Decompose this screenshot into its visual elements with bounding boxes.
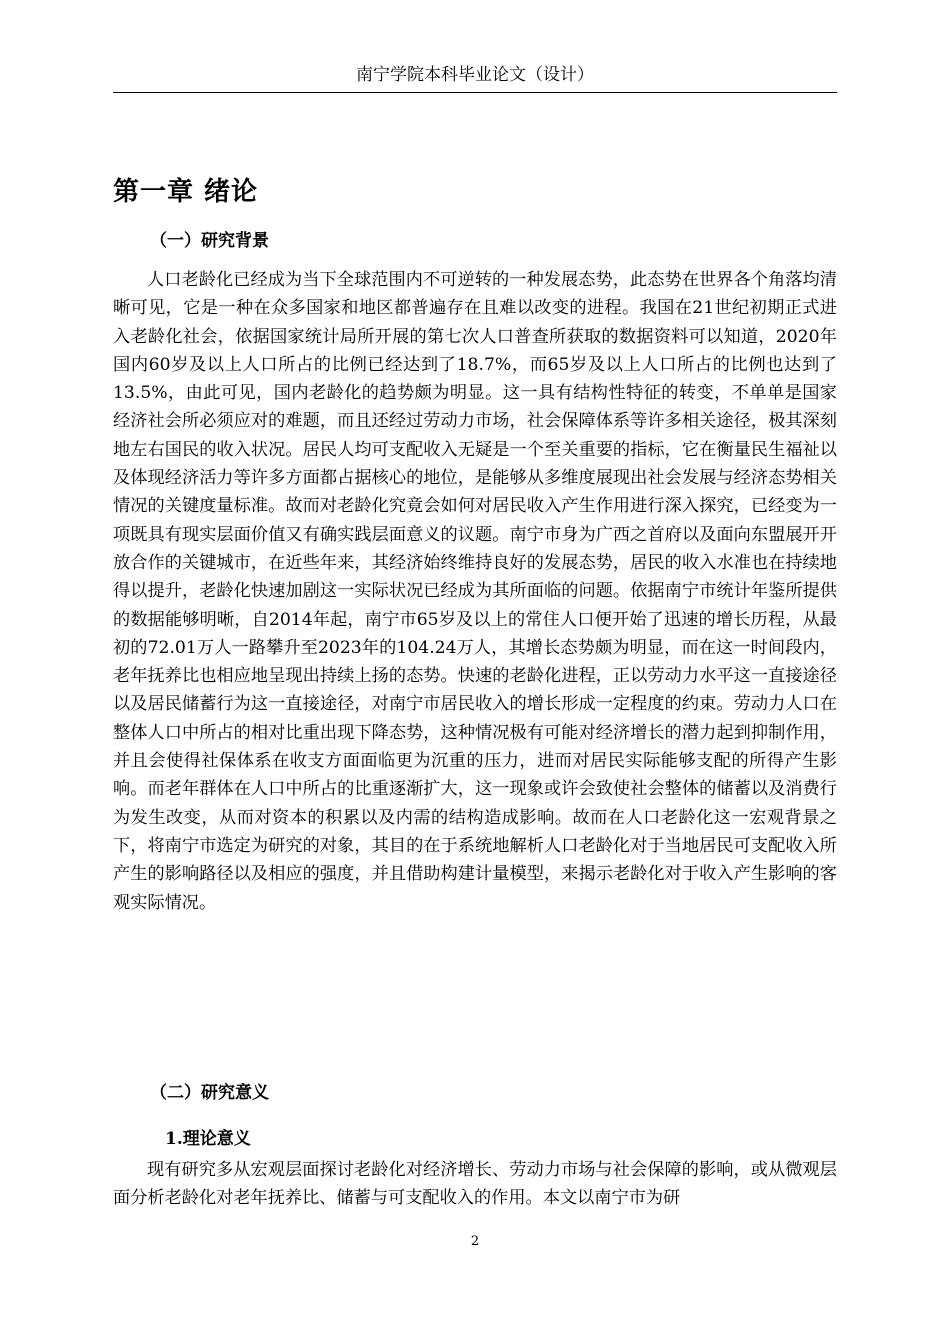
header-divider (113, 92, 837, 93)
page-header: 南宁学院本科毕业论文（设计） (356, 65, 594, 85)
chapter-title: 第一章 绪论 (113, 177, 259, 207)
section-title-significance: （二）研究意义 (150, 1083, 269, 1103)
body-paragraph: 人口老龄化已经成为当下全球范围内不可逆转的一种发展态势，此态势在世界各个角落均清晰可见，它是一种在众多国家和地区都普遍存在且难以改变的进程。我国在21世纪初期正式进入老龄化社会，依据国家统计局所开展的第七次人口普查所获取的数据资料可以知道，2020年国内60岁及以上人口所占的比例已经达到了18.7%，而65岁及以上人口所占的比例也达到了13.5%，由此可见，国内老龄化的趋势颇为明显。这一具有结构性特征的转变，不单单是国家经济社会所必须应对的难题，而且还经过劳动力市场，社会保障体系等许多相关途径，极其深刻地左右国民的收入状况。居民人均可支配收入无疑是一个至关重要的指标，它在衡量民生福祉以及体现经济活力等许多方面都占据核心的地位，是能够从多维度展现出社会发展与经济态势相关情况的关键度量标准。故而对老龄化究竟会如何对居民收入产生作用进行深入探究，已经变为一项既具有现实层面价值又有确实践层面意义的议题。南宁市身为广西之首府以及面向东盟展开开放合作的关键城市，在近些年来，其经济始终维持良好的发展态势，居民的收入水准也在持续地得以提升，老龄化快速加剧这一实际状况已经成为其所面临的问题。依据南宁市统计年鉴所提供的数据能够明晰，自2014年起，南宁市65岁及以上的常住人口便开始了迅速的增长历程，从最初的72.01万人一路攀升至2023年的104.24万人，其增长态势颇为明显，而在这一时间段内，老年抚养比也相应地呈现出持续上扬的态势。快速的老龄化进程，正以劳动力水平这一直接途径以及居民储蓄行为这一直接途径，对南宁市居民收入的增长形成一定程度的约束。劳动力人口在整体人口中所占的相对比重出现下降态势，这种情况极有可能对经济增长的潜力起到抑制作用，并且会使得社保体系在收支方面面临更为沉重的压力，进而对居民实际能够支配的所得产生影响。而老年群体在人口中所占的比重逐渐扩大，这一现象或许会致使社会整体的储蓄以及消费行为发生改变，从而对资本的积累以及内需的结构造成影响。故而在人口老龄化这一宏观背景之下，将南宁市选定为研究的对象，其目的在于系统地解析人口老龄化对于当地居民可支配收入所产生的影响路径以及相应的强度，并且借助构建计量模型，来揭示老龄化对于收入产生影响的客观实际情况。 (113, 270, 837, 913)
subsection-title-theoretical: 1.理论意义 (165, 1129, 251, 1149)
body-paragraph: 现有研究多从宏观层面探讨老龄化对经济增长、劳动力市场与社会保障的影响，或从微观层面分析老龄化对老年抚养比、储蓄与可支配收入的作用。本文以南宁市为研 (113, 1160, 837, 1209)
page-number: 2 (470, 1234, 480, 1249)
section-title-background: （一）研究背景 (150, 231, 269, 251)
